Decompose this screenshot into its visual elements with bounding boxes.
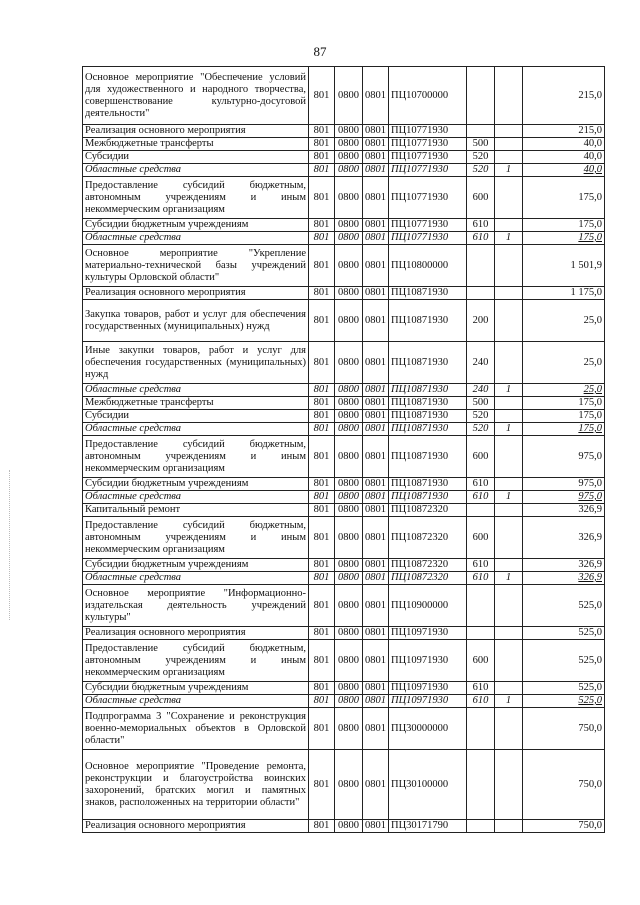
row-podrazdel: 0801 bbox=[363, 517, 389, 559]
row-name: Областные средства bbox=[83, 232, 309, 245]
row-code: ПЦ10700000 bbox=[389, 67, 467, 125]
row-name: Основное мероприятие "Проведение ремонта, реконструкции и благоустройства воинских захоронений, братских могил и памятных знаков, расположенных на территории области" bbox=[83, 750, 309, 820]
row-gr: 801 bbox=[309, 695, 335, 708]
row-vr: 500 bbox=[467, 138, 495, 151]
row-flag bbox=[495, 627, 523, 640]
row-code: ПЦ10871930 bbox=[389, 342, 467, 384]
row-vr: 600 bbox=[467, 640, 495, 682]
row-vr bbox=[467, 67, 495, 125]
row-sum: 175,0 bbox=[523, 397, 605, 410]
row-podrazdel: 0801 bbox=[363, 695, 389, 708]
row-name: Областные средства bbox=[83, 491, 309, 504]
row-razdel: 0800 bbox=[335, 125, 363, 138]
row-gr: 801 bbox=[309, 410, 335, 423]
table-row bbox=[83, 478, 605, 491]
table-row bbox=[83, 491, 605, 504]
table-row bbox=[83, 177, 605, 219]
scan-margin-mark bbox=[9, 470, 12, 620]
row-vr: 500 bbox=[467, 397, 495, 410]
row-podrazdel: 0801 bbox=[363, 138, 389, 151]
row-razdel: 0800 bbox=[335, 491, 363, 504]
row-gr: 801 bbox=[309, 232, 335, 245]
table-row bbox=[83, 342, 605, 384]
row-gr: 801 bbox=[309, 397, 335, 410]
row-flag bbox=[495, 125, 523, 138]
row-name: Предоставление субсидий бюджетным, автономным учреждениям и иным некоммерческим организациям bbox=[83, 517, 309, 559]
row-code: ПЦ10871930 bbox=[389, 478, 467, 491]
row-razdel: 0800 bbox=[335, 342, 363, 384]
table-row bbox=[83, 287, 605, 300]
row-vr: 610 bbox=[467, 232, 495, 245]
row-name: Предоставление субсидий бюджетным, автономным учреждениям и иным некоммерческим организациям bbox=[83, 177, 309, 219]
row-gr: 801 bbox=[309, 478, 335, 491]
row-code: ПЦ10872320 bbox=[389, 517, 467, 559]
table-row bbox=[83, 423, 605, 436]
row-razdel: 0800 bbox=[335, 478, 363, 491]
row-vr: 600 bbox=[467, 177, 495, 219]
row-code: ПЦ10872320 bbox=[389, 572, 467, 585]
row-flag bbox=[495, 682, 523, 695]
row-flag: 1 bbox=[495, 384, 523, 397]
row-podrazdel: 0801 bbox=[363, 478, 389, 491]
row-vr: 600 bbox=[467, 517, 495, 559]
row-name: Субсидии бюджетным учреждениям bbox=[83, 682, 309, 695]
row-sum: 525,0 bbox=[523, 640, 605, 682]
row-code: ПЦ10771930 bbox=[389, 164, 467, 177]
table-row bbox=[83, 682, 605, 695]
row-flag: 1 bbox=[495, 423, 523, 436]
row-code: ПЦ10872320 bbox=[389, 504, 467, 517]
row-flag bbox=[495, 517, 523, 559]
row-flag bbox=[495, 436, 523, 478]
row-razdel: 0800 bbox=[335, 138, 363, 151]
row-code: ПЦ10971930 bbox=[389, 640, 467, 682]
row-vr: 610 bbox=[467, 572, 495, 585]
row-razdel: 0800 bbox=[335, 300, 363, 342]
row-flag bbox=[495, 397, 523, 410]
row-name: Подпрограмма 3 "Сохранение и реконструкция военно-мемориальных объектов в Орловской области" bbox=[83, 708, 309, 750]
row-gr: 801 bbox=[309, 517, 335, 559]
row-code: ПЦ10771930 bbox=[389, 138, 467, 151]
row-flag bbox=[495, 219, 523, 232]
row-code: ПЦ10771930 bbox=[389, 232, 467, 245]
row-gr: 801 bbox=[309, 125, 335, 138]
row-gr: 801 bbox=[309, 384, 335, 397]
table-row bbox=[83, 151, 605, 164]
row-gr: 801 bbox=[309, 151, 335, 164]
row-gr: 801 bbox=[309, 245, 335, 287]
row-vr: 610 bbox=[467, 695, 495, 708]
table-row bbox=[83, 517, 605, 559]
row-razdel: 0800 bbox=[335, 517, 363, 559]
row-sum: 750,0 bbox=[523, 820, 605, 833]
row-name: Предоставление субсидий бюджетным, автономным учреждениям и иным некоммерческим организациям bbox=[83, 640, 309, 682]
row-flag bbox=[495, 585, 523, 627]
row-flag bbox=[495, 820, 523, 833]
row-razdel: 0800 bbox=[335, 232, 363, 245]
row-gr: 801 bbox=[309, 342, 335, 384]
table-row bbox=[83, 504, 605, 517]
row-razdel: 0800 bbox=[335, 627, 363, 640]
row-sum: 326,9 bbox=[523, 517, 605, 559]
row-code: ПЦ10971930 bbox=[389, 695, 467, 708]
table-row bbox=[83, 559, 605, 572]
row-gr: 801 bbox=[309, 177, 335, 219]
row-code: ПЦ10872320 bbox=[389, 559, 467, 572]
row-code: ПЦ10971930 bbox=[389, 682, 467, 695]
row-name: Основное мероприятие "Информационно-издательская деятельность учреждений культуры" bbox=[83, 585, 309, 627]
row-razdel: 0800 bbox=[335, 572, 363, 585]
row-podrazdel: 0801 bbox=[363, 436, 389, 478]
row-code: ПЦ30100000 bbox=[389, 750, 467, 820]
row-flag bbox=[495, 504, 523, 517]
row-podrazdel: 0801 bbox=[363, 232, 389, 245]
row-razdel: 0800 bbox=[335, 410, 363, 423]
row-sum: 40,0 bbox=[523, 138, 605, 151]
table-row bbox=[83, 300, 605, 342]
row-flag bbox=[495, 342, 523, 384]
row-razdel: 0800 bbox=[335, 585, 363, 627]
row-name: Капитальный ремонт bbox=[83, 504, 309, 517]
table-row bbox=[83, 627, 605, 640]
row-code: ПЦ10871930 bbox=[389, 397, 467, 410]
row-gr: 801 bbox=[309, 640, 335, 682]
row-code: ПЦ10771930 bbox=[389, 125, 467, 138]
row-podrazdel: 0801 bbox=[363, 164, 389, 177]
row-gr: 801 bbox=[309, 750, 335, 820]
row-razdel: 0800 bbox=[335, 682, 363, 695]
table-row bbox=[83, 708, 605, 750]
row-podrazdel: 0801 bbox=[363, 287, 389, 300]
row-code: ПЦ10871930 bbox=[389, 491, 467, 504]
row-sum: 25,0 bbox=[523, 384, 605, 397]
row-razdel: 0800 bbox=[335, 67, 363, 125]
row-podrazdel: 0801 bbox=[363, 342, 389, 384]
table-row bbox=[83, 750, 605, 820]
row-vr: 200 bbox=[467, 300, 495, 342]
row-vr: 610 bbox=[467, 559, 495, 572]
row-code: ПЦ10771930 bbox=[389, 177, 467, 219]
row-name: Областные средства bbox=[83, 384, 309, 397]
row-gr: 801 bbox=[309, 820, 335, 833]
row-flag: 1 bbox=[495, 164, 523, 177]
table-row bbox=[83, 384, 605, 397]
row-vr: 240 bbox=[467, 342, 495, 384]
row-sum: 525,0 bbox=[523, 695, 605, 708]
row-flag bbox=[495, 410, 523, 423]
row-podrazdel: 0801 bbox=[363, 67, 389, 125]
row-podrazdel: 0801 bbox=[363, 682, 389, 695]
row-sum: 215,0 bbox=[523, 67, 605, 125]
row-name: Иные закупки товаров, работ и услуг для обеспечения государственных (муниципальных) нужд bbox=[83, 342, 309, 384]
row-gr: 801 bbox=[309, 219, 335, 232]
row-gr: 801 bbox=[309, 504, 335, 517]
row-vr bbox=[467, 504, 495, 517]
row-flag bbox=[495, 177, 523, 219]
row-flag: 1 bbox=[495, 572, 523, 585]
row-sum: 525,0 bbox=[523, 682, 605, 695]
row-code: ПЦ10771930 bbox=[389, 151, 467, 164]
row-sum: 175,0 bbox=[523, 423, 605, 436]
row-gr: 801 bbox=[309, 164, 335, 177]
table-row bbox=[83, 125, 605, 138]
row-vr: 610 bbox=[467, 682, 495, 695]
row-flag bbox=[495, 640, 523, 682]
row-name: Областные средства bbox=[83, 423, 309, 436]
row-name: Субсидии бюджетным учреждениям bbox=[83, 219, 309, 232]
row-code: ПЦ10800000 bbox=[389, 245, 467, 287]
row-podrazdel: 0801 bbox=[363, 245, 389, 287]
row-vr bbox=[467, 820, 495, 833]
row-vr: 600 bbox=[467, 436, 495, 478]
row-name: Основное мероприятие "Укрепление материально-технической базы учреждений культуры Орловской области" bbox=[83, 245, 309, 287]
row-razdel: 0800 bbox=[335, 423, 363, 436]
row-vr: 610 bbox=[467, 491, 495, 504]
row-sum: 215,0 bbox=[523, 125, 605, 138]
table-row bbox=[83, 640, 605, 682]
row-podrazdel: 0801 bbox=[363, 572, 389, 585]
row-sum: 975,0 bbox=[523, 491, 605, 504]
row-name: Реализация основного мероприятия bbox=[83, 287, 309, 300]
row-flag bbox=[495, 478, 523, 491]
table-row bbox=[83, 219, 605, 232]
row-gr: 801 bbox=[309, 682, 335, 695]
row-sum: 175,0 bbox=[523, 177, 605, 219]
row-code: ПЦ10871930 bbox=[389, 384, 467, 397]
row-podrazdel: 0801 bbox=[363, 397, 389, 410]
row-podrazdel: 0801 bbox=[363, 177, 389, 219]
row-sum: 975,0 bbox=[523, 478, 605, 491]
row-flag bbox=[495, 300, 523, 342]
row-razdel: 0800 bbox=[335, 287, 363, 300]
row-code: ПЦ10771930 bbox=[389, 219, 467, 232]
row-sum: 326,9 bbox=[523, 559, 605, 572]
row-sum: 175,0 bbox=[523, 219, 605, 232]
row-sum: 175,0 bbox=[523, 410, 605, 423]
row-flag bbox=[495, 750, 523, 820]
row-gr: 801 bbox=[309, 67, 335, 125]
row-gr: 801 bbox=[309, 423, 335, 436]
row-podrazdel: 0801 bbox=[363, 640, 389, 682]
table-row bbox=[83, 67, 605, 125]
row-vr bbox=[467, 287, 495, 300]
row-podrazdel: 0801 bbox=[363, 410, 389, 423]
row-name: Субсидии bbox=[83, 151, 309, 164]
row-razdel: 0800 bbox=[335, 504, 363, 517]
row-sum: 1 175,0 bbox=[523, 287, 605, 300]
row-name: Предоставление субсидий бюджетным, автономным учреждениям и иным некоммерческим организациям bbox=[83, 436, 309, 478]
row-razdel: 0800 bbox=[335, 219, 363, 232]
row-vr: 520 bbox=[467, 410, 495, 423]
row-podrazdel: 0801 bbox=[363, 559, 389, 572]
row-sum: 175,0 bbox=[523, 232, 605, 245]
row-flag bbox=[495, 559, 523, 572]
row-flag bbox=[495, 287, 523, 300]
row-flag bbox=[495, 708, 523, 750]
row-flag: 1 bbox=[495, 491, 523, 504]
table-row bbox=[83, 232, 605, 245]
row-gr: 801 bbox=[309, 585, 335, 627]
row-code: ПЦ10871930 bbox=[389, 300, 467, 342]
row-sum: 40,0 bbox=[523, 151, 605, 164]
row-code: ПЦ10900000 bbox=[389, 585, 467, 627]
row-podrazdel: 0801 bbox=[363, 750, 389, 820]
row-podrazdel: 0801 bbox=[363, 708, 389, 750]
row-vr: 520 bbox=[467, 423, 495, 436]
row-podrazdel: 0801 bbox=[363, 627, 389, 640]
row-name: Субсидии бюджетным учреждениям bbox=[83, 559, 309, 572]
row-code: ПЦ30171790 bbox=[389, 820, 467, 833]
row-vr: 520 bbox=[467, 151, 495, 164]
row-flag: 1 bbox=[495, 232, 523, 245]
row-sum: 975,0 bbox=[523, 436, 605, 478]
row-razdel: 0800 bbox=[335, 640, 363, 682]
row-name: Основное мероприятие "Обеспечение условий для художественного и народного творчества, совершенствование культурно-досуговой деятельности" bbox=[83, 67, 309, 125]
row-razdel: 0800 bbox=[335, 397, 363, 410]
row-name: Субсидии бюджетным учреждениям bbox=[83, 478, 309, 491]
row-sum: 326,9 bbox=[523, 572, 605, 585]
row-vr: 240 bbox=[467, 384, 495, 397]
row-vr bbox=[467, 125, 495, 138]
row-name: Реализация основного мероприятия bbox=[83, 627, 309, 640]
row-razdel: 0800 bbox=[335, 164, 363, 177]
row-sum: 326,9 bbox=[523, 504, 605, 517]
row-podrazdel: 0801 bbox=[363, 384, 389, 397]
table-row bbox=[83, 164, 605, 177]
row-name: Межбюджетные трансферты bbox=[83, 397, 309, 410]
row-podrazdel: 0801 bbox=[363, 585, 389, 627]
table-row bbox=[83, 397, 605, 410]
row-razdel: 0800 bbox=[335, 750, 363, 820]
row-code: ПЦ10871930 bbox=[389, 423, 467, 436]
row-gr: 801 bbox=[309, 572, 335, 585]
row-code: ПЦ30000000 bbox=[389, 708, 467, 750]
row-name: Областные средства bbox=[83, 572, 309, 585]
row-vr bbox=[467, 750, 495, 820]
row-sum: 40,0 bbox=[523, 164, 605, 177]
row-name: Реализация основного мероприятия bbox=[83, 820, 309, 833]
row-gr: 801 bbox=[309, 138, 335, 151]
row-razdel: 0800 bbox=[335, 177, 363, 219]
row-sum: 25,0 bbox=[523, 342, 605, 384]
row-name: Закупка товаров, работ и услуг для обеспечения государственных (муниципальных) нужд bbox=[83, 300, 309, 342]
row-sum: 750,0 bbox=[523, 750, 605, 820]
row-vr: 520 bbox=[467, 164, 495, 177]
row-sum: 1 501,9 bbox=[523, 245, 605, 287]
row-code: ПЦ10871930 bbox=[389, 410, 467, 423]
table-row bbox=[83, 695, 605, 708]
row-sum: 525,0 bbox=[523, 585, 605, 627]
row-vr: 610 bbox=[467, 219, 495, 232]
table-row bbox=[83, 572, 605, 585]
row-flag bbox=[495, 67, 523, 125]
row-podrazdel: 0801 bbox=[363, 300, 389, 342]
row-gr: 801 bbox=[309, 559, 335, 572]
row-podrazdel: 0801 bbox=[363, 125, 389, 138]
row-gr: 801 bbox=[309, 287, 335, 300]
row-vr bbox=[467, 585, 495, 627]
row-flag: 1 bbox=[495, 695, 523, 708]
table-row bbox=[83, 436, 605, 478]
row-podrazdel: 0801 bbox=[363, 423, 389, 436]
row-gr: 801 bbox=[309, 491, 335, 504]
row-podrazdel: 0801 bbox=[363, 820, 389, 833]
row-razdel: 0800 bbox=[335, 820, 363, 833]
row-podrazdel: 0801 bbox=[363, 504, 389, 517]
row-name: Субсидии bbox=[83, 410, 309, 423]
row-vr bbox=[467, 627, 495, 640]
row-sum: 750,0 bbox=[523, 708, 605, 750]
row-sum: 25,0 bbox=[523, 300, 605, 342]
row-gr: 801 bbox=[309, 300, 335, 342]
table-row bbox=[83, 245, 605, 287]
row-razdel: 0800 bbox=[335, 245, 363, 287]
page-number: 87 bbox=[313, 44, 327, 59]
row-flag bbox=[495, 138, 523, 151]
row-sum: 525,0 bbox=[523, 627, 605, 640]
row-razdel: 0800 bbox=[335, 695, 363, 708]
row-code: ПЦ10971930 bbox=[389, 627, 467, 640]
table-row bbox=[83, 410, 605, 423]
row-name: Областные средства bbox=[83, 695, 309, 708]
row-razdel: 0800 bbox=[335, 384, 363, 397]
row-name: Областные средства bbox=[83, 164, 309, 177]
row-razdel: 0800 bbox=[335, 708, 363, 750]
row-code: ПЦ10871930 bbox=[389, 436, 467, 478]
row-razdel: 0800 bbox=[335, 436, 363, 478]
row-name: Реализация основного мероприятия bbox=[83, 125, 309, 138]
row-vr: 610 bbox=[467, 478, 495, 491]
row-razdel: 0800 bbox=[335, 559, 363, 572]
budget-table bbox=[82, 66, 605, 833]
table-row bbox=[83, 585, 605, 627]
row-gr: 801 bbox=[309, 436, 335, 478]
row-vr bbox=[467, 708, 495, 750]
row-code: ПЦ10871930 bbox=[389, 287, 467, 300]
row-gr: 801 bbox=[309, 627, 335, 640]
row-gr: 801 bbox=[309, 708, 335, 750]
row-vr bbox=[467, 245, 495, 287]
row-podrazdel: 0801 bbox=[363, 219, 389, 232]
row-name: Межбюджетные трансферты bbox=[83, 138, 309, 151]
row-podrazdel: 0801 bbox=[363, 151, 389, 164]
table-row bbox=[83, 820, 605, 833]
row-flag bbox=[495, 151, 523, 164]
table-row bbox=[83, 138, 605, 151]
row-podrazdel: 0801 bbox=[363, 491, 389, 504]
row-razdel: 0800 bbox=[335, 151, 363, 164]
row-flag bbox=[495, 245, 523, 287]
